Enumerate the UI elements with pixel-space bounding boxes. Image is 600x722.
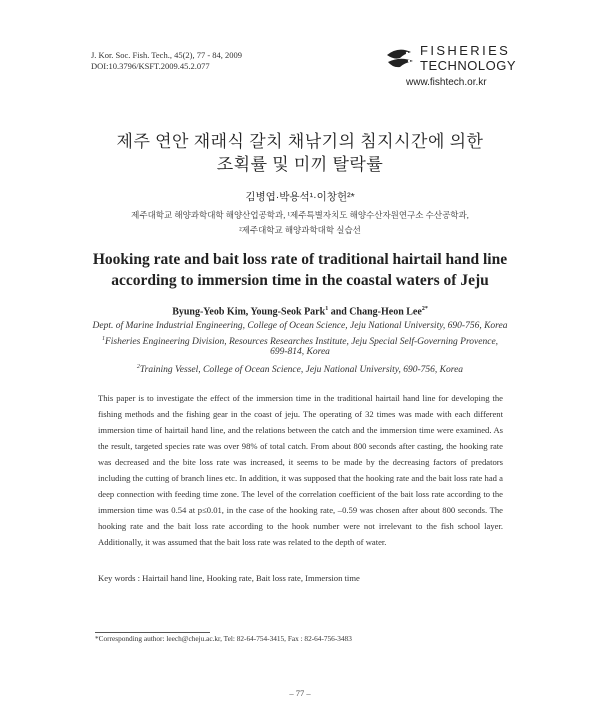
corresponding-author-footnote: *Corresponding author: leech@cheju.ac.kr, Tel: 82-64-754-3415, Fax : 82-64-756-3483 (95, 634, 352, 643)
fish-emblem-icon (384, 45, 416, 75)
author-names-1: Byung-Yeob Kim, Young-Seok Park (172, 306, 326, 318)
affiliation-marker-2: 2 (136, 364, 140, 370)
english-title-line-1: Hooking rate and bait loss rate of traditional hairtail hand line (92, 251, 508, 268)
author-names-2: and Chang-Heon Lee (328, 306, 422, 318)
journal-citation (91, 50, 242, 72)
korean-title-line-2: 조획률 및 미끼 탈락률 (216, 155, 384, 174)
english-affiliation-line-1: Dept. of Marine Industrial Engineering, College of Ocean Science, Jeju National University, 690-756, Korea (92, 321, 508, 331)
logo-text-fisheries: FISHERIES (420, 43, 511, 58)
english-affiliation-line-2: $^1$Fisheries Engineering Division, Resources Researches Institute, Jeju Special Self-Governing Provence, (101, 336, 499, 348)
journal-logo (384, 43, 534, 91)
abstract-text: This paper is to investigate the effect of the immersion time in the traditional hairtail hand line for developing the fishing methods and the fishing gear in the coast of jeju. The operating of 32 times was made with each different immersion time of hairtail hand line, and the relations between the catch and the immersion time were examined. As the result, targeted species rate was over 98% of total catch. From about 800 seconds after casting, the hooking rate was decreased and the bite loss rate was increased, it seems to be made by the decreasing factors of predators including the cutting of branch lines etc. In addition, it was supposed that the hooking rate and the bait loss rate had a deep connection with feeding time zone. The level of the correlation coefficient of the bait loss rate according to the immersion time was 0.54 at p≤0.01, in the case of the hooking rate, –0.59 was chosen after about 800 seconds. The hooking rate and the bait loss rate according to the hook number were not irrelevant to the fish school layer. Additionally, it was assumed that the bait loss rate was related to the depth of water. (98, 393, 503, 547)
page-number: – 77 – (289, 688, 311, 698)
english-authors (0, 306, 600, 317)
affiliation-marker-1: 1 (101, 336, 105, 342)
korean-title-line-1: 제주 연안 재래식 갈치 채낚기의 침지시간에 의한 (116, 132, 484, 151)
english-title-line-2: according to immersion time in the coastal waters of Jeju (111, 272, 489, 289)
journal-doi: DOI:10.3796/KSFT.2009.45.2.077 (91, 61, 210, 71)
journal-website-link[interactable]: www.fishtech.or.kr (406, 77, 487, 88)
korean-affiliation-line-1: 제주대학교 해양과학대학 해양산업공학과, ¹제주특별자치도 해양수산자원연구소 수산공학과, (131, 210, 469, 220)
author-marker-1: 1 (325, 306, 329, 312)
english-affiliation-line-4: $^2$Training Vessel, College of Ocean Science, Jeju National University, 690-756, Korea (136, 364, 464, 376)
keywords: Key words : Hairtail hand line, Hooking rate, Bait loss rate, Immersion time (98, 573, 360, 583)
korean-authors: 김병엽·박용석¹·이창헌²* (245, 191, 355, 203)
footnote-divider (95, 632, 210, 633)
english-affiliation-line-3: 699-814, Korea (270, 347, 330, 357)
author-marker-2: 2* (421, 306, 428, 312)
korean-affiliation-line-2: ²제주대학교 해양과학대학 실습선 (239, 225, 361, 235)
journal-reference: J. Kor. Soc. Fish. Tech., 45(2), 77 - 84, 2009 (91, 50, 243, 60)
logo-text-technology: TECHNOLOGY (420, 58, 517, 73)
